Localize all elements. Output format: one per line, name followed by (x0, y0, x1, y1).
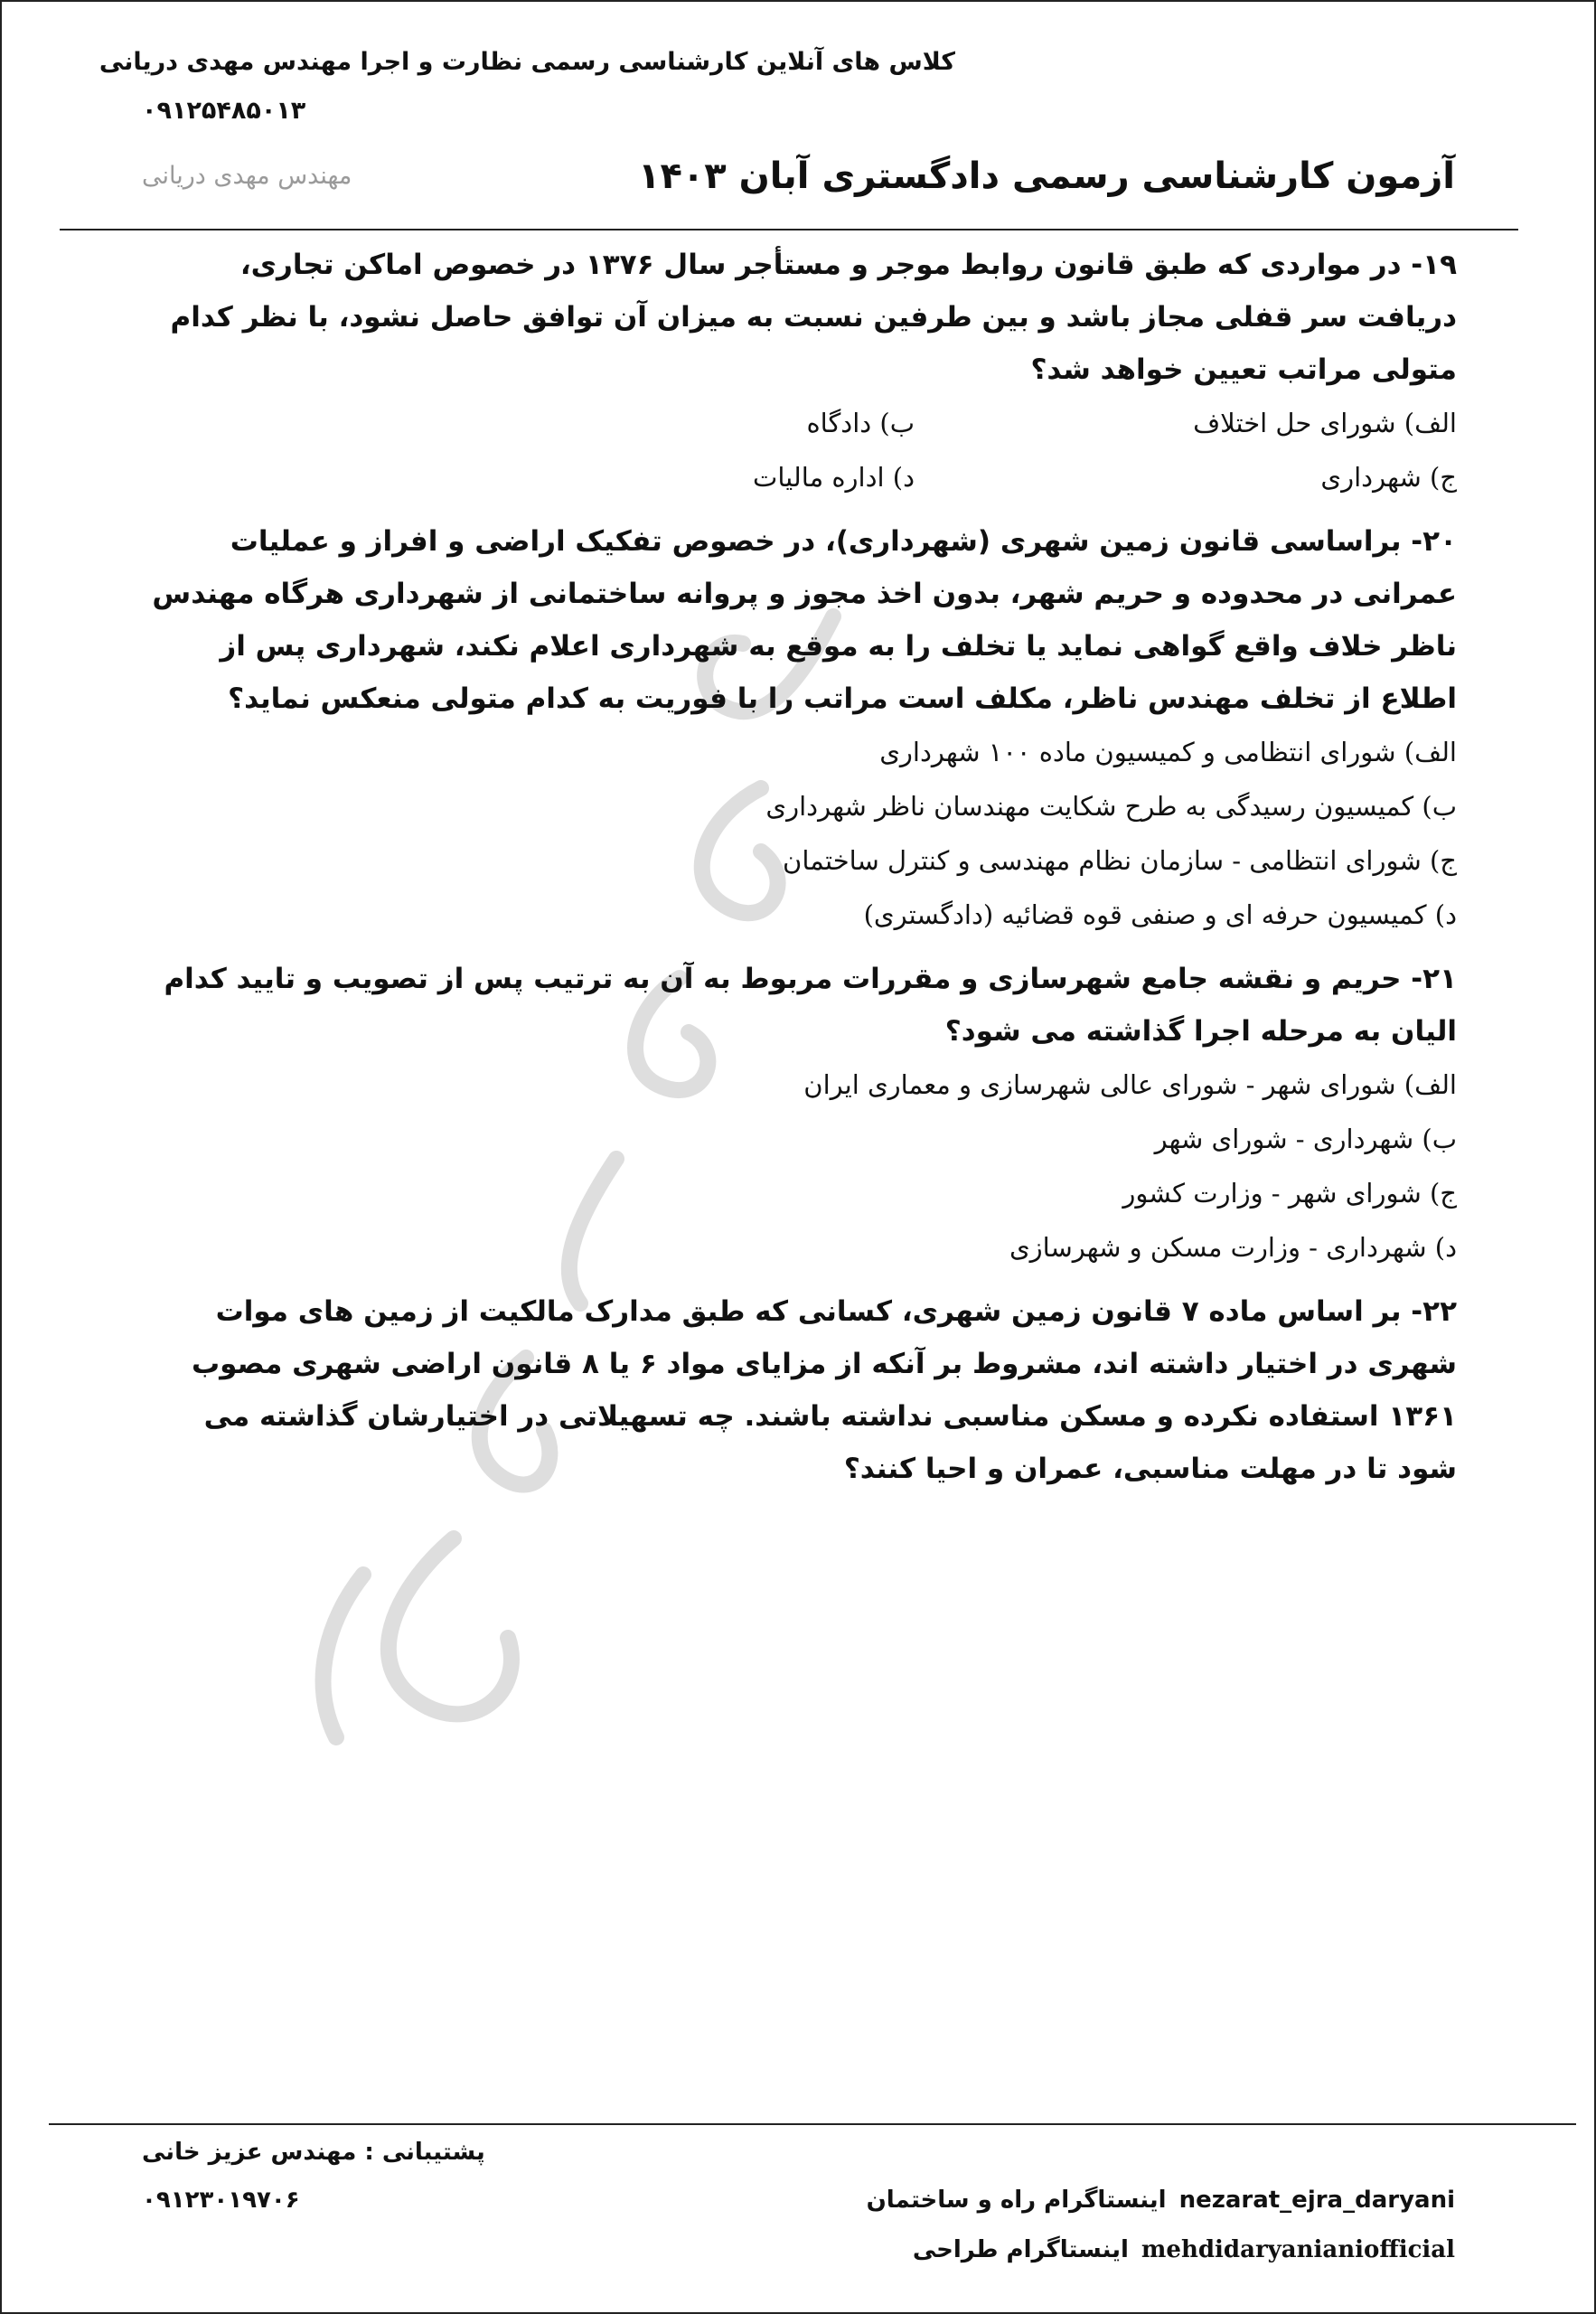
option-b: ب) دادگاه (806, 408, 915, 438)
option-d: د) شهرداری - وزارت مسکن و شهرسازی (1009, 1232, 1457, 1263)
question-21 (142, 953, 1457, 1275)
instagram-handle[interactable]: mehdidaryanianiofficial (1141, 2236, 1455, 2263)
footer-divider (49, 2123, 1576, 2125)
instagram-design (642, 2234, 1455, 2265)
option-d: د) کمیسیون حرفه ای و صنفی قوه قضائیه (دادگستری) (863, 899, 1457, 930)
option-d: د) اداره مالیات (753, 462, 915, 493)
instagram-construction (642, 2185, 1455, 2215)
question-19 (142, 239, 1457, 504)
question-text: ۱۹- در مواردی که طبق قانون روابط موجر و مستأجر سال ۱۳۷۶ در خصوص اماکن تجاری، دریافت سر قفلی مجاز باشد و بین طرفین نسبت به میزان آن توافق حاصل نشود، با نظر کدام متولی مراتب تعیین خواهد شد؟ (170, 249, 1457, 386)
instagram-label: اینستاگرام طراحی (912, 2236, 1129, 2263)
option-c: ج) شورای شهر - وزارت کشور (1122, 1178, 1457, 1209)
option-b: ب) شهرداری - شورای شهر (1154, 1124, 1457, 1154)
instagram-label: اینستاگرام راه و ساختمان (866, 2187, 1167, 2214)
option-a: الف) شورای شهر - شورای عالی شهرسازی و معماری ایران (803, 1069, 1457, 1100)
question-22 (142, 1285, 1457, 1495)
option-c: ج) شورای انتظامی - سازمان نظام مهندسی و کنترل ساختمان (783, 845, 1457, 876)
header-phone-number: ۰۹۱۲۵۴۸۵۰۱۳ (142, 97, 306, 125)
question-20 (142, 515, 1457, 942)
question-text: ۲۱- حریم و نقشه جامع شهرسازی و مقررات مربوط به آن به ترتیب پس از تصویب و تایید کدام الیان به مرحله اجرا گذاشته می شود؟ (164, 963, 1457, 1048)
options-row (142, 450, 1457, 504)
instagram-handle[interactable]: nezarat_ejra_daryani (1178, 2187, 1455, 2214)
exam-title: آزمون کارشناسی رسمی دادگستری آبان ۱۴۰۳ (638, 155, 1455, 197)
option-b: ب) کمیسیون رسیدگی به طرح شکایت مهندسان ناظر شهرداری (765, 791, 1457, 822)
questions-section (142, 239, 1457, 2114)
option-c: ج) شهرداری (1320, 462, 1457, 493)
watermark-text: مهندس مهدی دریانی (142, 162, 352, 190)
classes-header-text: کلاس های آنلاین کارشناسی رسمی نظارت و اجرا مهندس مهدی دریانی (99, 48, 955, 76)
question-text: ۲۰- براساسی قانون زمین شهری (شهرداری)، در خصوص تفکیک اراضی و افراز و عملیات عمرانی در محدوده و حریم شهر، بدون اخذ مجوز و پروانه ساختمانی از شهرداری هرگاه مهندس ناظر خلاف واقع گواهی نماید یا تخلف را به موقع به شهرداری اعلام نکند، شهرداری پس از اطلاع از تخلف مهندس ناظر، مکلف است مراتب را با فوریت به کدام متولی منعکس نماید؟ (152, 525, 1457, 715)
support-contact: پشتیبانی : مهندس عزیز خانی (142, 2139, 485, 2166)
header-divider (60, 229, 1518, 230)
support-phone-number: ۰۹۱۲۳۰۱۹۷۰۶ (142, 2187, 300, 2214)
options-row (142, 396, 1457, 450)
question-text: ۲۲- بر اساس ماده ۷ قانون زمین شهری، کسانی که طبق مدارک مالکیت از زمین های موات شهری در اختیار داشته اند، مشروط بر آنکه از مزایای مواد ۶ یا ۸ قانون اراضی شهری مصوب ۱۳۶۱ استفاده نکرده و مسکن مناسبی نداشته باشند. چه تسهیلاتی در اختیارشان گذاشته می شود تا در مهلت مناسبی، عمران و احیا کنند؟ (191, 1295, 1457, 1485)
option-a: الف) شورای حل اختلاف (1193, 408, 1457, 438)
option-a: الف) شورای انتظامی و کمیسیون ماده ۱۰۰ شهرداری (879, 737, 1457, 767)
